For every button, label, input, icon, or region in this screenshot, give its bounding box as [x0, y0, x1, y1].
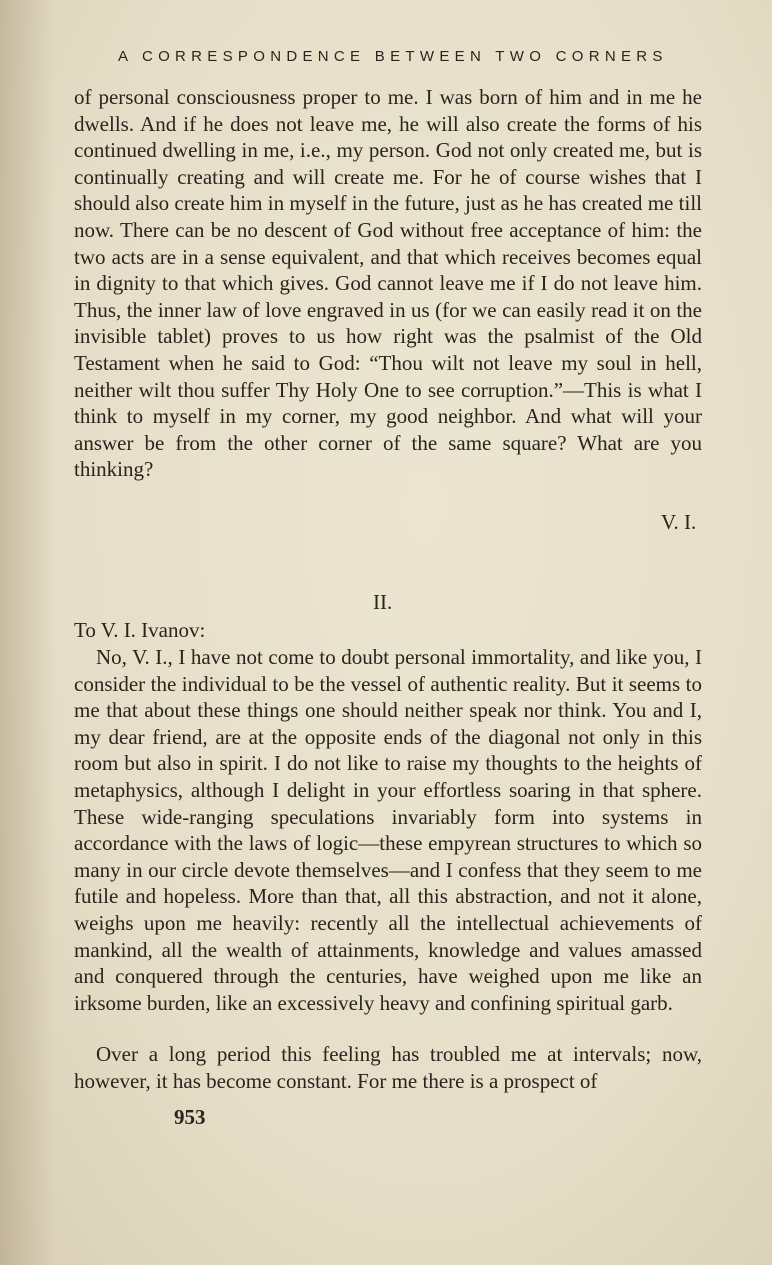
- salutation: To V. I. Ivanov:: [74, 618, 206, 642]
- section-heading: II.: [373, 590, 393, 614]
- letter-paragraph-2: [74, 644, 702, 1016]
- running-head: A CORRESPONDENCE BETWEEN TWO CORNERS: [118, 48, 668, 65]
- page-number: 953: [174, 1105, 206, 1129]
- paragraph-text: No, V. I., I have not come to doubt personal immortality, and like you, I consider the individual to be the vessel of authentic reality. But it seems to me that about these things one should neither speak nor think. You and I, my dear friend, are at the opposite ends of the diagonal not only in this room but also in spirit. I do not like to raise my thoughts to the heights of metaphysics, although I delight in your effortless soaring in that sphere. These wide-ranging speculations invariably form into systems in accordance with the laws of logic—these empyrean structures to which so many in our circle devote themselves—and I confess that they seem to me futile and hopeless. More than that, all this abstraction, and not it alone, weighs upon me heavily: recently all the intellectual achievements of mankind, all the wealth of attainments, knowledge and values amassed and conquered through the centuries, have weighed upon me like an irksome burden, like an excessively heavy and confining spiritual garb.: [74, 645, 702, 1015]
- paragraph-text: Over a long period this feeling has troubled me at intervals; now, however, it has become constant. For me there is a prospect of: [74, 1042, 702, 1093]
- letter-paragraph-3: [74, 1041, 702, 1094]
- letter-paragraph-1: [74, 84, 702, 483]
- signature: V. I.: [661, 510, 697, 534]
- paragraph-text: of personal consciousness proper to me. I was born of him and in me he dwells. And if he does not leave me, he will also create the forms of his continued dwelling in me, i.e., my person. God not only created me, but is continually creating and will create me. For he of course wishes that I should also create him in myself in the future, just as he has created me till now. There can be no descent of God without free acceptance of him: the two acts are in a sense equivalent, and that which receives becomes equal in dignity to that which gives. God cannot leave me if I do not leave him. Thus, the inner law of love engraved in us (for we can easily read it on the invisible tablet) proves to us how right was the psalmist of the Old Testament when he said to God: “Thou wilt not leave my soul in hell, neither wilt thou suffer Thy Holy One to see corruption.”—This is what I think to myself in my corner, my good neighbor. And what will your answer be from the other corner of the same square? What are you thinking?: [74, 85, 702, 482]
